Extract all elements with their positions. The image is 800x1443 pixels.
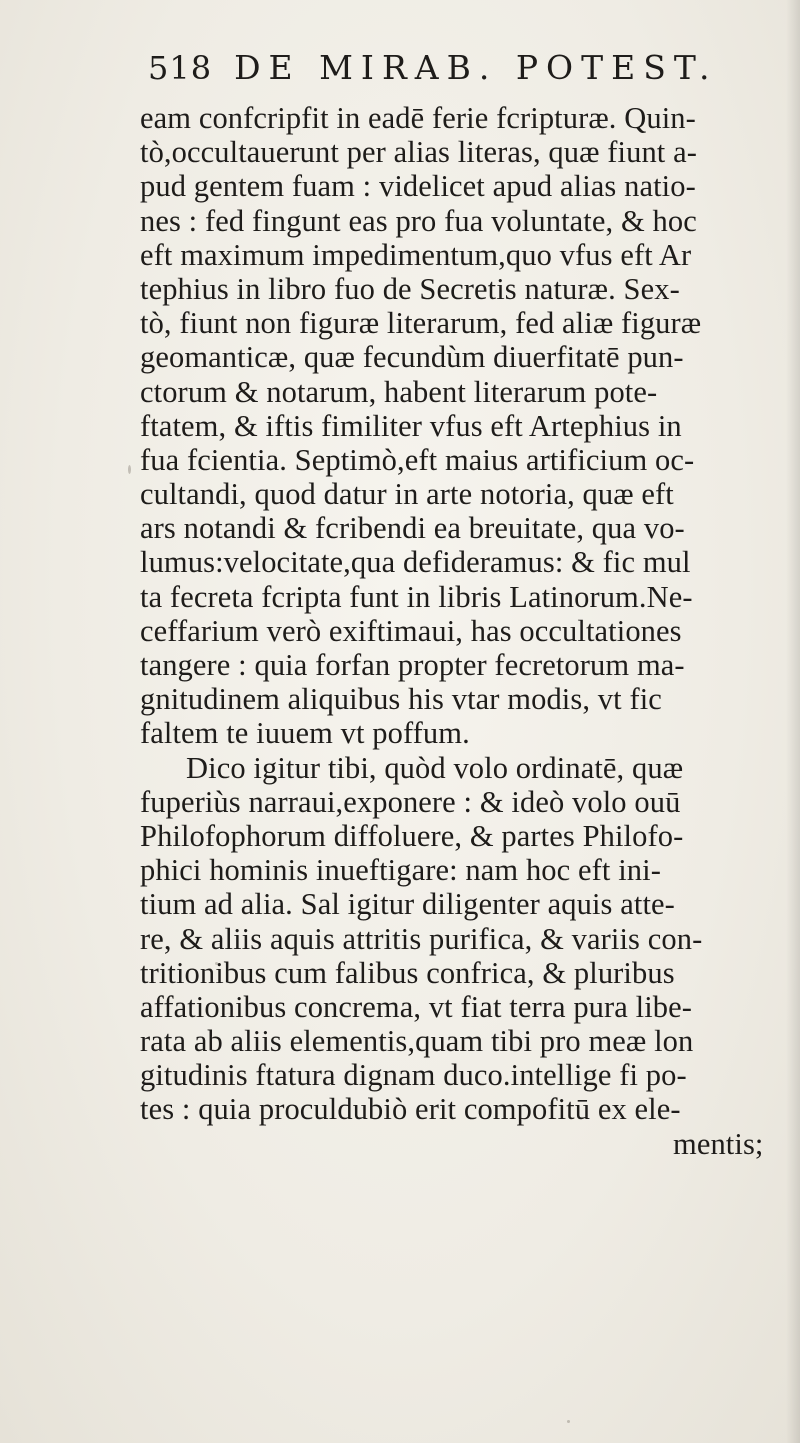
text-line: eft maximum impedimentum,quo vfus eft Ar <box>140 237 692 272</box>
text-line: gnitudinem aliquibus his vtar modis, vt fic <box>140 682 662 717</box>
text-line: lumus:velocitate,qua defideramus: & fic mul <box>140 545 691 580</box>
text-line: pud gentem fuam : videlicet apud alias natio- <box>140 169 696 204</box>
text-line: cultandi, quod datur in arte notoria, quæ eft <box>140 477 674 512</box>
paper-speck <box>128 465 131 474</box>
text-line: ftatem, & iftis fimiliter vfus eft Artephius in <box>140 408 682 443</box>
text-line: tritionibus cum falibus confrica, & pluribus <box>140 955 675 990</box>
text-line: tes : quia proculdubiò erit compofitū ex ele- <box>140 1092 681 1127</box>
text-line: rata ab aliis elementis,quam tibi pro meæ lon <box>140 1024 694 1059</box>
page-header <box>148 48 788 96</box>
text-line: ars notandi & fcribendi ea breuitate, qua vo- <box>140 511 685 546</box>
text-line: tium ad alia. Sal igitur diligenter aquis atte- <box>140 887 675 922</box>
text-line: Philofophorum diffoluere, & partes Philofo- <box>140 818 684 853</box>
body-text <box>140 101 800 1161</box>
page-number: 518 <box>148 49 213 87</box>
catchword: mentis; <box>673 1126 764 1161</box>
text-line: phici hominis inueftigare: nam hoc eft ini- <box>140 853 661 888</box>
text-line: nes : fed fingunt eas pro fua voluntate, & hoc <box>140 203 697 238</box>
paper-speck <box>215 962 218 965</box>
text-line: tò,occultauerunt per alias literas, quæ fiunt a- <box>140 135 698 170</box>
text-line: gitudinis ftatura dignam duco.intellige fi po- <box>140 1058 687 1093</box>
text-line: tangere : quia forfan propter fecretorum ma- <box>140 648 685 682</box>
text-line: ctorum & notarum, habent literarum pote- <box>140 374 658 409</box>
text-line: fua fcientia. Septimò,eft maius artificium oc- <box>140 442 695 477</box>
text-line: affationibus concrema, vt fiat terra pura libe- <box>140 989 693 1024</box>
text-line: eam confcripfit in eadē ferie fcripturæ. Quin- <box>140 101 696 135</box>
running-head: DE MIRAB. POTEST. <box>234 48 718 87</box>
text-line: fuperiùs narraui,exponere : & ideò volo ouū <box>140 784 681 819</box>
text-line: geomanticæ, quæ fecundùm diuerfitatē pun- <box>140 340 684 375</box>
text-line: tephius in libro fuo de Secretis naturæ. Sex- <box>140 271 680 306</box>
text-line: ceffarium verò exiftimaui, has occultationes <box>140 613 682 648</box>
text-line: ta fecreta fcripta funt in libris Latinorum.Ne- <box>140 579 693 614</box>
text-line: re, & aliis aquis attritis purifica, & variis con- <box>140 921 703 956</box>
text-line: tò, fiunt non figuræ literarum, fed aliæ figuræ <box>140 306 702 341</box>
paper-speck <box>567 1420 570 1423</box>
text-line: faltem te iuuem vt poffum. <box>140 716 470 751</box>
paragraph-start-line: Dico igitur tibi, quòd volo ordinatē, quæ <box>186 750 684 785</box>
